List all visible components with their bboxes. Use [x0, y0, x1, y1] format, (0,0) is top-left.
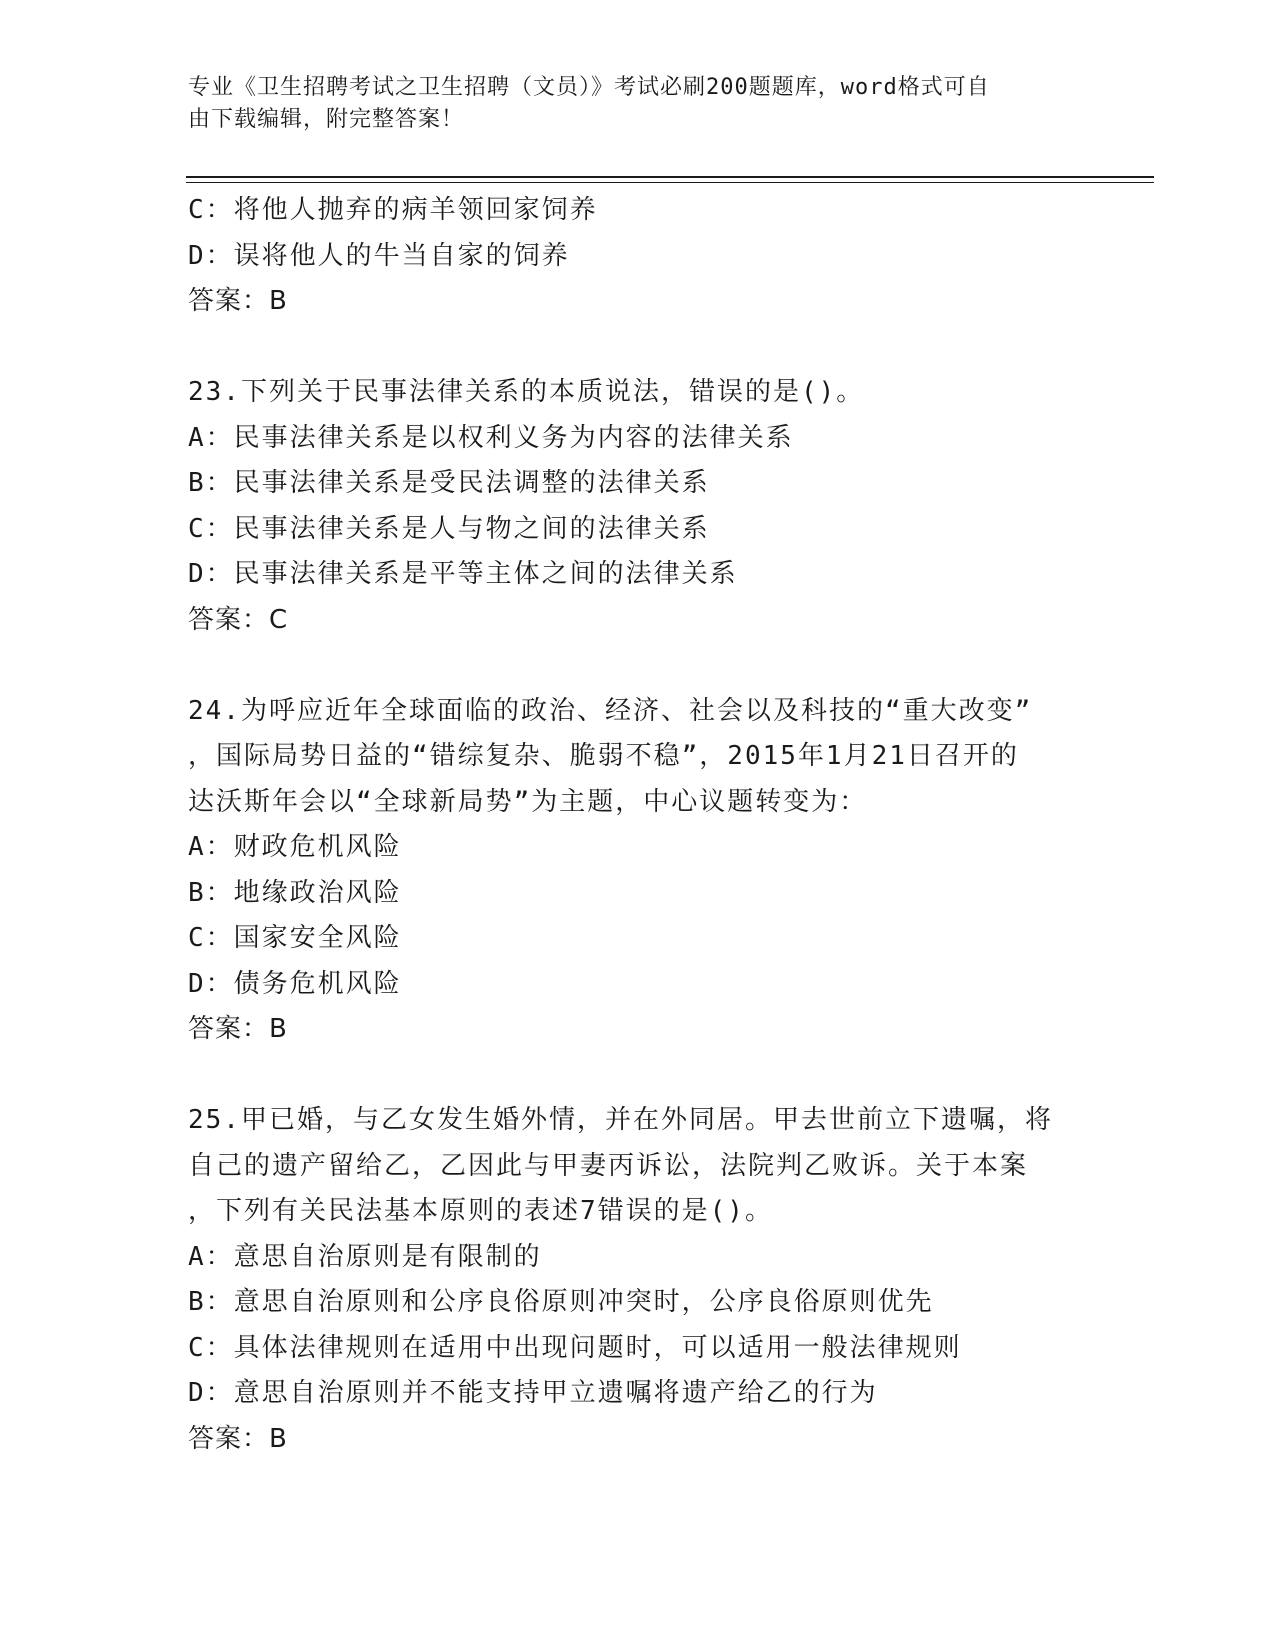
header-divider-thick	[186, 176, 1154, 178]
header-title-line-2: 由下载编辑，附完整答案！	[188, 107, 465, 132]
option-c: C：民事法律关系是人与物之间的法律关系	[188, 513, 710, 544]
question-stem: 25.甲已婚，与乙女发生婚外情，并在外同居。甲去世前立下遗嘱，将	[188, 1105, 1053, 1135]
question-stem: ，国际局势日益的“错综复杂、脆弱不稳”，2015年1月21日召开的	[188, 741, 1019, 771]
answer-line: 答案：C	[188, 604, 289, 635]
option-b: B：地缘政治风险	[188, 877, 402, 908]
question-24	[188, 689, 1128, 1053]
option-a: A：民事法律关系是以权利义务为内容的法律关系	[188, 422, 794, 453]
answer-line: 答案：B	[188, 1014, 288, 1044]
option-d: D：意思自治原则并不能支持甲立遗嘱将遗产给乙的行为	[188, 1378, 878, 1408]
header-divider-thin	[186, 182, 1154, 183]
option-a: A：意思自治原则是有限制的	[188, 1241, 542, 1272]
answer-line: 答案：B	[188, 1423, 288, 1454]
option-b: B：民事法律关系是受民法调整的法律关系	[188, 468, 710, 498]
option-b: B：意思自治原则和公序良俗原则冲突时，公序良俗原则优先	[188, 1287, 934, 1317]
spacer	[188, 643, 1128, 689]
question-stem: ，下列有关民法基本原则的表述7错误的是()。	[188, 1196, 773, 1226]
spacer	[188, 325, 1128, 371]
option-c: C：国家安全风险	[188, 923, 402, 953]
question-stem: 23.下列关于民事法律关系的本质说法，错误的是()。	[188, 377, 865, 407]
header-title-line-1: 专业《卫生招聘考试之卫生招聘（文员）》考试必刷200题题库，word格式可自	[188, 75, 990, 100]
question-stem: 达沃斯年会以“全球新局势”为主题，中心议题转变为：	[188, 786, 868, 817]
document-header	[188, 72, 1088, 136]
option-d: D：债务危机风险	[188, 968, 402, 999]
question-22-continued	[188, 188, 1128, 325]
option-a: A：财政危机风险	[188, 832, 402, 862]
option-c: C：将他人抛弃的病羊领回家饲养	[188, 195, 598, 225]
question-25	[188, 1098, 1128, 1462]
option-d: D：误将他人的牛当自家的饲养	[188, 240, 570, 271]
answer-line: 答案：B	[188, 286, 288, 316]
question-stem: 24.为呼应近年全球面临的政治、经济、社会以及科技的“重大改变”	[188, 695, 1033, 726]
spacer	[188, 1053, 1128, 1099]
option-c: C：具体法律规则在适用中出现问题时，可以适用一般法律规则	[188, 1332, 962, 1363]
question-list	[188, 188, 1128, 1462]
option-d: D：民事法律关系是平等主体之间的法律关系	[188, 559, 738, 589]
question-stem: 自己的遗产留给乙，乙因此与甲妻丙诉讼，法院判乙败诉。关于本案	[188, 1150, 1029, 1181]
question-23	[188, 370, 1128, 643]
